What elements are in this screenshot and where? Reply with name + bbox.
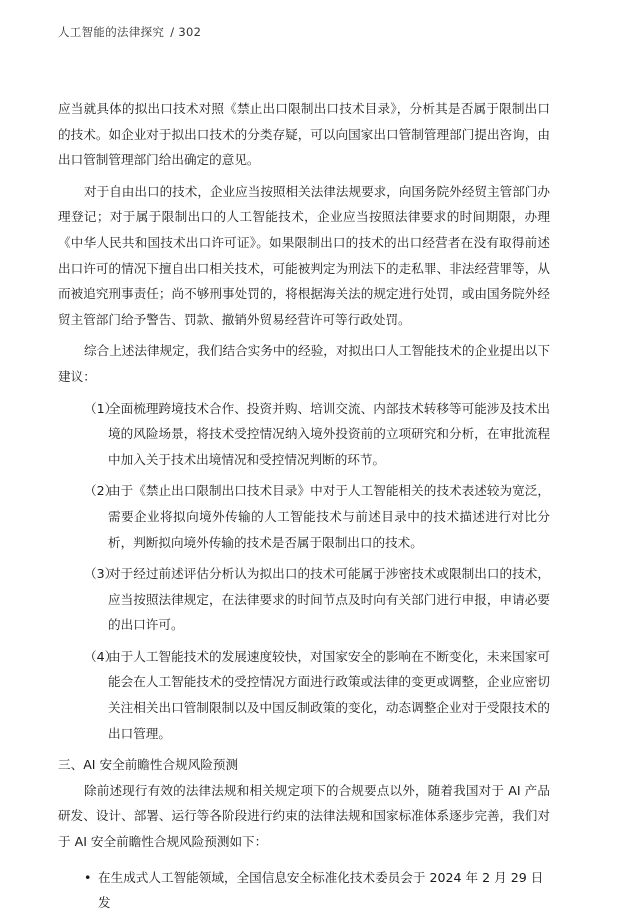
list-item-number: （3）	[84, 566, 118, 582]
section-heading: 三、AI 安全前瞻性合规风险预测	[58, 757, 239, 773]
page-body	[58, 96, 550, 916]
bullet-text: 在生成式人工智能领域，全国信息安全标准化技术委员会于 2024 年 2 月 29 日发	[98, 869, 544, 911]
list-item-text: 全面梳理跨境技术合作、投资并购、培训交流、内部技术转移等可能涉及技术出境的风险场景，将技术受控情况纳入境外投资前的立项研究和分析，在审批流程中加入关于技术出境情况和受控情况判断的环节。	[108, 400, 550, 467]
paragraph-1: 应当就具体的拟出口技术对照《禁止出口限制出口技术目录》，分析其是否属于限制出口的技术。如企业对于拟出口技术的分类存疑，可以向国家出口管制管理部门提出咨询，由出口管制管理部门给出确定的意见。	[58, 101, 550, 168]
running-header	[58, 24, 201, 40]
list-item	[58, 396, 550, 473]
list-item	[58, 561, 550, 638]
list-item-text: 由于《禁止出口限制出口技术目录》中对于人工智能相关的技术表述较为宽泛，需要企业将拟向境外传输的人工智能技术与前述目录中的技术描述进行对比分析，判断拟向境外传输的技术是否属于限制出口的技术。	[108, 483, 550, 550]
list-item	[58, 478, 550, 555]
paragraph-2: 对于自由出口的技术，企业应当按照相关法律法规要求，向国务院外经贸主管部门办理登记；对于属于限制出口的人工智能技术，企业应当按照法律要求的时间期限，办理《中华人民共和国技术出口许可证》。如果限制出口的技术的出口经营者在没有取得前述出口许可的情况下擅自出口相关技术，可能被判定为刑法下的走私罪、非法经营罪等，从而被追究刑事责任；尚不够刑事处罚的，将根据海关法的规定进行处罚，或由国务院外经贸主管部门给予警告、罚款、撤销外贸易经营许可等行政处罚。	[58, 183, 550, 327]
list-item-text: 由于人工智能技术的发展速度较快，对国家安全的影响在不断变化，未来国家可能会在人工智能技术的受控情况方面进行政策或法律的变更或调整，企业应密切关注相关出口管制限制以及中国反制政策的变化，动态调整企业对于受限技术的出口管理。	[108, 648, 550, 741]
paragraph-3: 综合上述法律规定，我们结合实务中的经验，对拟出口人工智能技术的企业提出以下建议：	[58, 343, 550, 384]
section-intro: 除前述现行有效的法律法规和相关规定项下的合规要点以外，随着我国对于 AI 产品研发、设计、部署、运行等各阶段进行约束的法律法规和国家标准体系逐步完善，我们对于 AI 安全前瞻性合规风险预测如下：	[58, 782, 550, 850]
list-item-number: （2）	[84, 483, 118, 499]
bullet-dot-icon: •	[84, 869, 92, 885]
book-title: 人工智能的法律探究	[58, 25, 165, 39]
bullet-item	[58, 865, 550, 916]
list-item-number: （1）	[84, 400, 118, 416]
list-item-number: （4）	[84, 648, 118, 664]
page-number: / 302	[170, 25, 202, 39]
list-item-text: 对于经过前述评估分析认为拟出口的技术可能属于涉密技术或限制出口的技术，应当按照法律规定，在法律要求的时间节点及时向有关部门进行申报，申请必要的出口许可。	[108, 566, 550, 633]
list-item	[58, 644, 550, 746]
